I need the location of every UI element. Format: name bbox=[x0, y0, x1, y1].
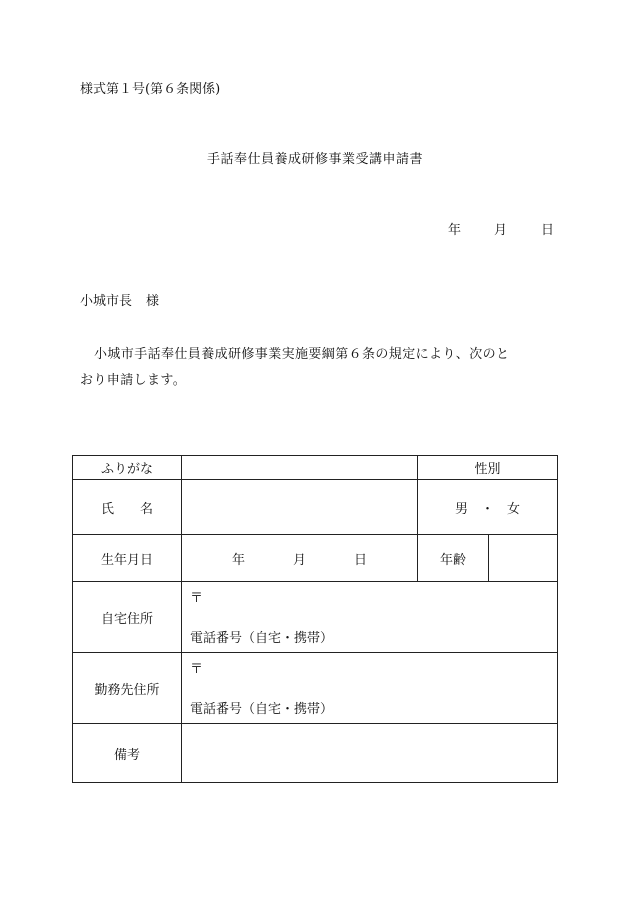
home-postal-mark: 〒 bbox=[190, 591, 204, 606]
body-line-1: 小城市手話奉仕員養成研修事業実施要綱第６条の規定により、次のと bbox=[94, 347, 510, 362]
age-label: 年齢 bbox=[418, 535, 489, 582]
name-row bbox=[73, 480, 558, 535]
name-field[interactable] bbox=[182, 480, 418, 535]
work-postal-mark: 〒 bbox=[190, 662, 204, 677]
furigana-field[interactable] bbox=[182, 456, 418, 480]
document-title: 手話奉仕員養成研修事業受講申請書 bbox=[206, 152, 423, 167]
birthdate-year-label: 年 bbox=[231, 552, 245, 568]
remarks-row bbox=[73, 724, 558, 783]
home-phone-label: 電話番号（自宅・携帯） bbox=[190, 631, 334, 646]
home-address-row bbox=[73, 582, 558, 653]
name-label: 氏 名 bbox=[73, 480, 182, 535]
work-address-row bbox=[73, 653, 558, 724]
birthdate-field[interactable] bbox=[182, 535, 418, 582]
age-field[interactable] bbox=[489, 535, 558, 582]
date-month-label: 月 bbox=[494, 223, 508, 238]
birthdate-label: 生年月日 bbox=[73, 535, 182, 582]
addressee bbox=[80, 295, 159, 308]
gender-label: 性別 bbox=[418, 456, 558, 480]
date-year-label: 年 bbox=[448, 223, 462, 238]
furigana-row bbox=[73, 456, 558, 480]
work-phone-label: 電話番号（自宅・携帯） bbox=[190, 702, 334, 717]
birthdate-month-label: 月 bbox=[292, 552, 306, 568]
home-address-field[interactable] bbox=[182, 582, 558, 653]
body-line-2: おり申請します。 bbox=[80, 373, 187, 388]
birthdate-row bbox=[73, 535, 558, 582]
home-address-label: 自宅住所 bbox=[73, 582, 182, 653]
date-day-label: 日 bbox=[541, 223, 555, 238]
application-date bbox=[448, 224, 554, 237]
addressee-honorific: 様 bbox=[146, 294, 160, 309]
body-text bbox=[80, 342, 552, 394]
gender-options[interactable]: 男 ・ 女 bbox=[418, 480, 558, 535]
work-address-field[interactable] bbox=[182, 653, 558, 724]
furigana-label: ふりがな bbox=[73, 456, 182, 480]
application-table bbox=[72, 455, 558, 783]
form-number: 様式第１号(第６条関係) bbox=[80, 82, 221, 97]
work-address-label: 勤務先住所 bbox=[73, 653, 182, 724]
addressee-name: 小城市長 bbox=[80, 294, 133, 309]
remarks-field[interactable] bbox=[182, 724, 558, 783]
remarks-label: 備考 bbox=[73, 724, 182, 783]
birthdate-day-label: 日 bbox=[354, 552, 368, 568]
